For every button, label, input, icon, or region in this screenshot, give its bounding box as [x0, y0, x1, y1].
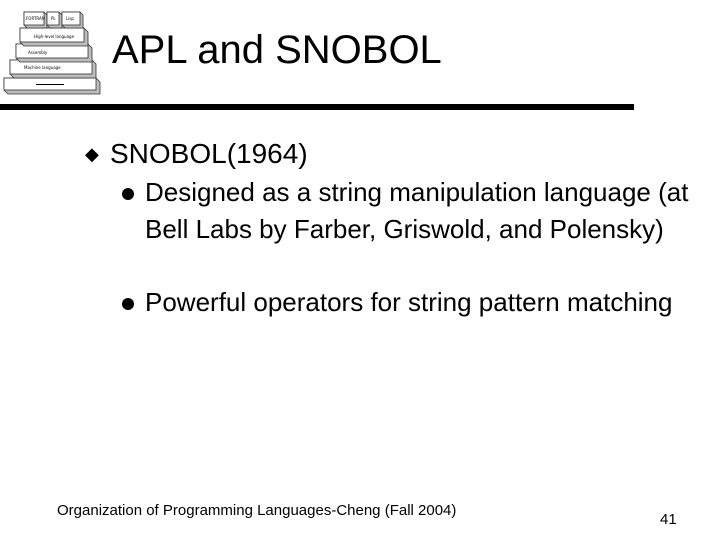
page-number: 41 — [660, 511, 677, 528]
footer-text: Organization of Programming Languages-Cheng (Fall 2004) — [57, 502, 457, 519]
round-bullet-icon — [122, 298, 134, 310]
language-pyramid-logo — [0, 8, 112, 96]
bullet-text: Designed as a string manipulation language (at Bell Labs by Farber, Griswold, and Polensky) — [145, 177, 689, 244]
bullet-item — [122, 284, 692, 321]
svg-text:Machine language: Machine language — [24, 65, 61, 70]
svg-text:PL: PL — [51, 16, 56, 21]
bullet-item — [122, 174, 692, 248]
diamond-bullet-icon: ◆ — [85, 144, 99, 164]
heading-item — [85, 137, 308, 171]
svg-text:Assembly: Assembly — [28, 50, 48, 55]
slide-title: APL and SNOBOL — [112, 28, 442, 72]
svg-text:FORTRAN: FORTRAN — [26, 16, 45, 21]
bullet-text: Powerful operators for string pattern matching — [145, 287, 673, 317]
heading-text: SNOBOL(1964) — [110, 138, 308, 169]
svg-text:Lisp: Lisp — [66, 16, 74, 21]
title-divider — [0, 104, 634, 110]
svg-text:High-level language: High-level language — [34, 34, 75, 39]
round-bullet-icon — [122, 188, 134, 200]
